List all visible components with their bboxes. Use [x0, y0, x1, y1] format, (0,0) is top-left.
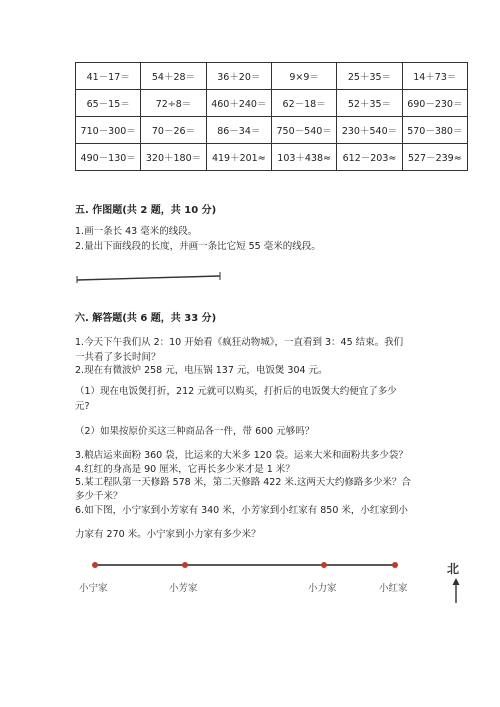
table-cell: 570－380＝ — [402, 117, 467, 144]
table-cell: 52＋35＝ — [337, 90, 402, 117]
table-cell: 710－300＝ — [76, 117, 141, 144]
table-cell: 750－540＝ — [271, 117, 336, 144]
table-row — [76, 117, 468, 144]
point-xiaoli — [321, 562, 327, 568]
label-xiaohong: 小红家 — [379, 583, 408, 594]
q1-line-1: 1.今天下午我们从 2：10 开始看《疯狂动物城》，一直看到 3：45 结束。我们 — [75, 337, 404, 348]
table-cell: 690－230＝ — [402, 90, 467, 117]
q5-line-2: 多少千米？ — [75, 491, 123, 502]
label-xiaofang: 小芳家 — [169, 583, 198, 594]
north-arrow-icon — [451, 578, 461, 604]
section-5-item-2: 2.量出下面线段的长度，并画一条比它短 55 毫米的线段。 — [75, 241, 321, 252]
q2-sub1-line-1: （1）现在电饭煲打折，212 元就可以购买，打折后的电饭煲大约便宜了多少 — [75, 386, 397, 397]
table-row — [76, 63, 468, 90]
given-line-segment — [75, 272, 225, 284]
table-cell: 230＋540＝ — [337, 117, 402, 144]
table-cell: 25＋35＝ — [337, 63, 402, 90]
q3-line: 3.粮店运来面粉 360 袋，比运来的大米多 120 袋。运来大米和面粉共多少袋？ — [75, 450, 408, 461]
table-cell: 460＋240＝ — [206, 90, 271, 117]
q1-line-2: 一共看了多长时间？ — [75, 352, 161, 363]
point-xiaohong — [392, 562, 398, 568]
table-cell: 41－17＝ — [76, 63, 141, 90]
table-cell: 419＋201≈ — [206, 144, 271, 171]
table-cell: 70－26＝ — [141, 117, 206, 144]
section-5-title: 五. 作图题(共 2 题，共 10 分) — [75, 205, 217, 216]
q6-line-2: 力家有 270 米。小宁家到小力家有多少米？ — [75, 529, 261, 540]
label-xiaoning: 小宁家 — [79, 583, 108, 594]
table-cell: 320＋180＝ — [141, 144, 206, 171]
q2-line: 2.现在有微波炉 258 元，电压锅 137 元，电饭煲 304 元。 — [75, 365, 328, 376]
table-cell: 62－18＝ — [271, 90, 336, 117]
table-cell: 527－239≈ — [402, 144, 467, 171]
q2-sub1-line-2: 元? — [75, 401, 90, 412]
q4-line: 4.红红的身高是 90 厘米，它再长多少米才是 1 米？ — [75, 464, 295, 475]
point-xiaoning — [92, 562, 98, 568]
north-label: 北 — [447, 562, 460, 576]
table-row — [76, 144, 468, 171]
table-cell: 36＋20＝ — [206, 63, 271, 90]
table-cell: 54＋28＝ — [141, 63, 206, 90]
point-xiaofang — [182, 562, 188, 568]
section-5-item-1: 1.画一条长 43 毫米的线段。 — [75, 226, 198, 237]
table-cell: 86－34＝ — [206, 117, 271, 144]
table-cell: 65－15＝ — [76, 90, 141, 117]
route-map — [75, 555, 415, 573]
table-cell: 72÷8＝ — [141, 90, 206, 117]
table-cell: 103＋438≈ — [271, 144, 336, 171]
calculation-table — [75, 62, 468, 171]
q5-line-1: 5.某工程队第一天修路 578 米，第二天修路 422 米.这两天大约修路多少米？合 — [75, 477, 411, 488]
table-row — [76, 90, 468, 117]
section-6-title: 六. 解答题(共 6 题，共 33 分) — [75, 313, 217, 324]
table-cell: 9×9＝ — [271, 63, 336, 90]
q2-sub2-line: （2）如果按原价买这三种商品各一件，带 600 元够吗？ — [75, 426, 315, 437]
q6-line-1: 6.如下图，小宁家到小芳家有 340 米，小芳家到小红家有 850 米，小红家到小 — [75, 505, 408, 516]
table-cell: 14＋73＝ — [402, 63, 467, 90]
table-cell: 612－203≈ — [337, 144, 402, 171]
label-xiaoli: 小力家 — [308, 583, 337, 594]
table-cell: 490－130＝ — [76, 144, 141, 171]
